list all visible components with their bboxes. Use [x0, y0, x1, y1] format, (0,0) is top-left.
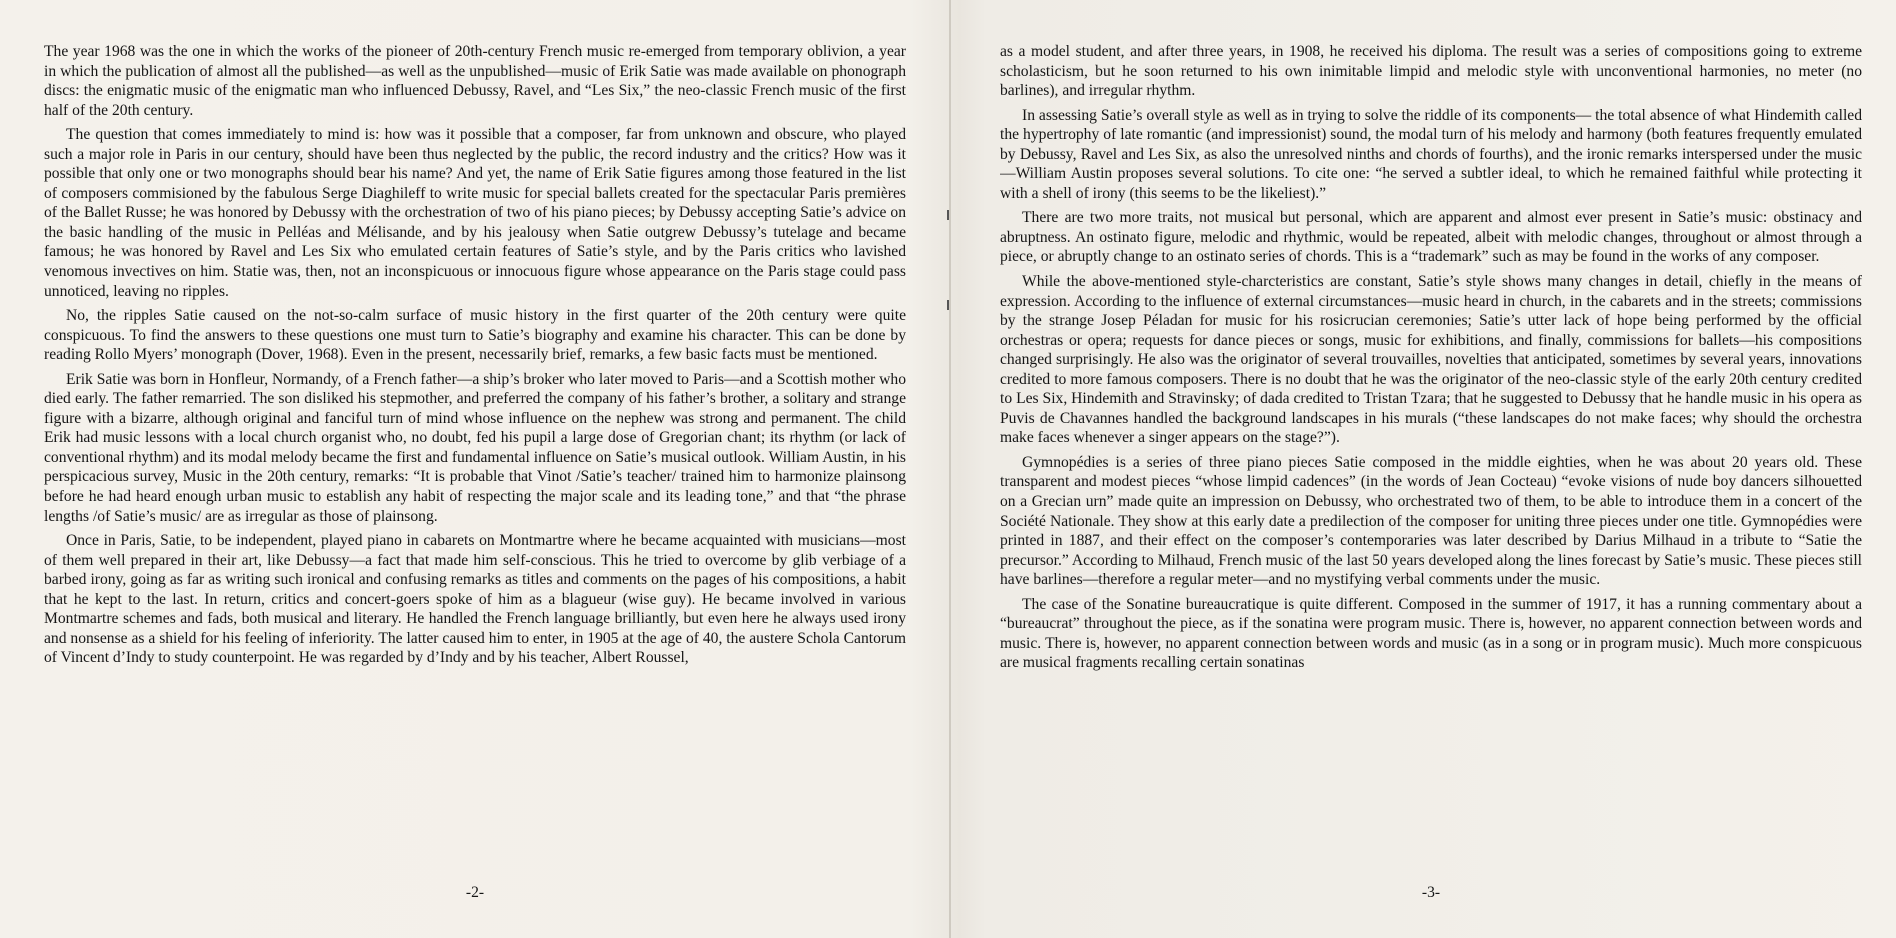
right-paragraph-5: Gymnopédies is a series of three piano pieces Satie composed in the middle eighties, when he was about 20 years old. These transparent and modest pieces “whose limpid cadences” (in the words of Jean Cocteau) “evoke visions of nude boy dancers silhouetted on a Grecian urn” made quite an impression on Debussy, who orchestrated two of them, to be able to introduce them in a concert of the Société Nationale. They show at this early date a predilection of the composer for uniting three pieces under one title. Gymnopédies were printed in 1887, and their effect on the composer’s contemporaries was later described by Darius Milhaud in a tribute to “Satie the precursor.” According to Milhaud, French music of the last 50 years developed along the lines forecast by Satie’s music. These pieces still have barlines—therefore a regular meter—and no mystifying verbal comments under the music. — [1000, 453, 1862, 589]
left-page-number: -2- — [465, 884, 485, 901]
right-paragraph-4: While the above-mentioned style-charcteristics are constant, Satie’s style shows many changes in detail, chiefly in the means of expression. According to the influence of external circumstances—music heard in church, in the cabarets and in the streets; commissions by the strange Josep Péladan for music for his rosicrucian ceremonies; Satie’s utter lack of hope being performed by the official orchestras or opera; requests for dance pieces or songs, music for exhibitions, and finally, commissions for ballets—his compositions changed surprisingly. He also was the originator of several trouvailles, novelties that anticipated, sometimes by several years, innovations credited to more famous composers. There is no doubt that he was the originator of the neo-classic style of the early 20th century credited to Les Six, Hindemith and Stravinsky; of dada credited to Tristan Tzara; that he suggested to Debussy that he handle music in his opera as Puvis de Chavannes handled the background landscapes in his murals (“these landscapes do not make faces; why should the orchestra make faces whenever a singer appears on the stage?”). — [1000, 273, 1862, 447]
page-gutter — [949, 0, 951, 938]
left-paragraph-5: Once in Paris, Satie, to be independent, played piano in cabarets on Montmartre where he became acquainted with musicians—most of them well prepared in their art, like Debussy—a fact that made him self-conscious. This he tried to overcome by glib verbiage of a barbed irony, going as far as writing such ironical and confusing remarks as titles and comments on the pages of his compositions, a habit that he kept to the last. In return, critics and concert-goers spoke of him as a blagueur (wise guy). He became involved in various Montmartre schemes and fads, both musical and literary. He handled the French language brilliantly, but even here he always used irony and nonsense as a shield for his feeling of inferiority. The latter caused him to enter, in 1905 at the age of 40, the austere Schola Cantorum of Vincent d’Indy to study counterpoint. He was regarded by d’Indy and by his teacher, Albert Roussel, — [44, 532, 906, 667]
right-paragraph-2: In assessing Satie’s overall style as well as in trying to solve the riddle of its components— the total absence of what Hindemith called the hypertrophy of late romantic (and impressionist) sound, the modal turn of his melody and harmony (both features frequently emulated by Debussy, Ravel and Les Six, as also the unresolved ninths and chords of fourths), and the ironic remarks interspersed under the music—William Austin proposes several solutions. To cite one: “he served a subtler ideal, to which he remained faithful while protecting it with a shell of irony (this seems to be the likeliest).” — [1000, 106, 1862, 202]
right-page-text — [1000, 42, 1862, 870]
left-page — [44, 42, 906, 900]
left-paragraph-1: The year 1968 was the one in which the works of the pioneer of 20th-century French music re-emerged from temporary oblivion, a year in which the publication of almost all the published—as well as the unpublished—music of Erik Satie was made available on phonograph discs: the enigmatic music of the enigmatic man who influenced Debussy, Ravel, and “Les Six,” the neo-classic French music of the first half of the 20th century. — [44, 43, 906, 119]
left-paragraph-4: Erik Satie was born in Honfleur, Normandy, of a French father—a ship’s broker who later moved to Paris—and a Scottish mother who died early. The father remarried. The son disliked his stepmother, and preferred the company of his father’s brother, a solitary and strange figure with a bizarre, although original and fanciful turn of mind whose influence on the nephew was strong and permanent. The child Erik had music lessons with a local church organist who, no doubt, fed his pupil a large dose of Gregorian chant; its rhythm (or lack of conventional rhythm) and its modal melody became the first and fundamental influence on Satie’s musical outlook. William Austin, in his perspicacious survey, Music in the 20th century, remarks: “It is probable that Vinot /Satie’s teacher/ trained him to harmonize plainsong before he had heard enough urban music to establish any habit of respecting the major scale and its leading tone,” and that “the phrase lengths /of Satie’s music/ are as irregular as those of plainsong. — [44, 370, 906, 525]
binding-mark-2 — [947, 300, 949, 310]
right-page-number: -3- — [1421, 884, 1441, 901]
binding-mark-1 — [947, 210, 949, 220]
right-paragraph-6: The case of the Sonatine bureaucratique is quite different. Composed in the summer of 1917, it has a running commentary about a “bureaucrat” throughout the piece, as if the sonatina were program music. There is, however, no apparent connection between words and music. There is, however, no apparent connection between words and music (as in a song or in program music). Much more conspicuous are musical fragments recalling certain sonatinas — [1000, 595, 1862, 672]
right-paragraph-3: There are two more traits, not musical but personal, which are apparent and almost ever present in Satie’s music: obstinacy and abruptness. An ostinato figure, melodic and rhythmic, would be repeated, albeit with melodic changes, throughout or almost through a piece, or abruptly change to an ostinato series of chords. This is a “trademark” such as may be found in the works of any composer. — [1000, 209, 1862, 266]
right-page — [1000, 42, 1862, 900]
left-page-text — [44, 42, 906, 870]
right-paragraph-1: as a model student, and after three years, in 1908, he received his diploma. The result was a series of compositions going to extreme scholasticism, but he soon returned to his own inimitable limpid and melodic style with unconventional harmonies, no meter (no barlines), and irregular rhythm. — [1000, 43, 1862, 100]
left-paragraph-3: No, the ripples Satie caused on the not-so-calm surface of music history in the first quarter of the 20th century were quite conspicuous. To find the answers to these questions one must turn to Satie’s biography and examine his character. This can be done by reading Rollo Myers’ monograph (Dover, 1968). Even in the present, necessarily brief, remarks, a few basic facts must be mentioned. — [44, 307, 906, 364]
left-paragraph-2: The question that comes immediately to mind is: how was it possible that a composer, far from unknown and obscure, who played such a major role in Paris in our century, should have been thus neglected by the public, the record industry and the critics? How was it possible that only one or two monographs should bear his name? And yet, the name of Erik Satie figures among those featured in the list of composers commisioned by the fabulous Serge Diaghileff to write music for special ballets created for the spectacular Paris premières of the Ballet Russe; he was honored by Debussy with the orchestration of two of his piano pieces; by Debussy accepting Satie’s advice on the basic handling of the music in Pelléas and Mélisande, and by his jealousy when Satie outgrew Debussy’s tutelage and became famous; he was honored by Ravel and Les Six who emulated certain features of Satie’s style, and by the Paris critics who lavished venomous invectives on him. Statie was, then, not an inconspicuous or innocuous figure whose appearance on the Paris stage could pass unnoticed, leaving no ripples. — [44, 126, 906, 300]
